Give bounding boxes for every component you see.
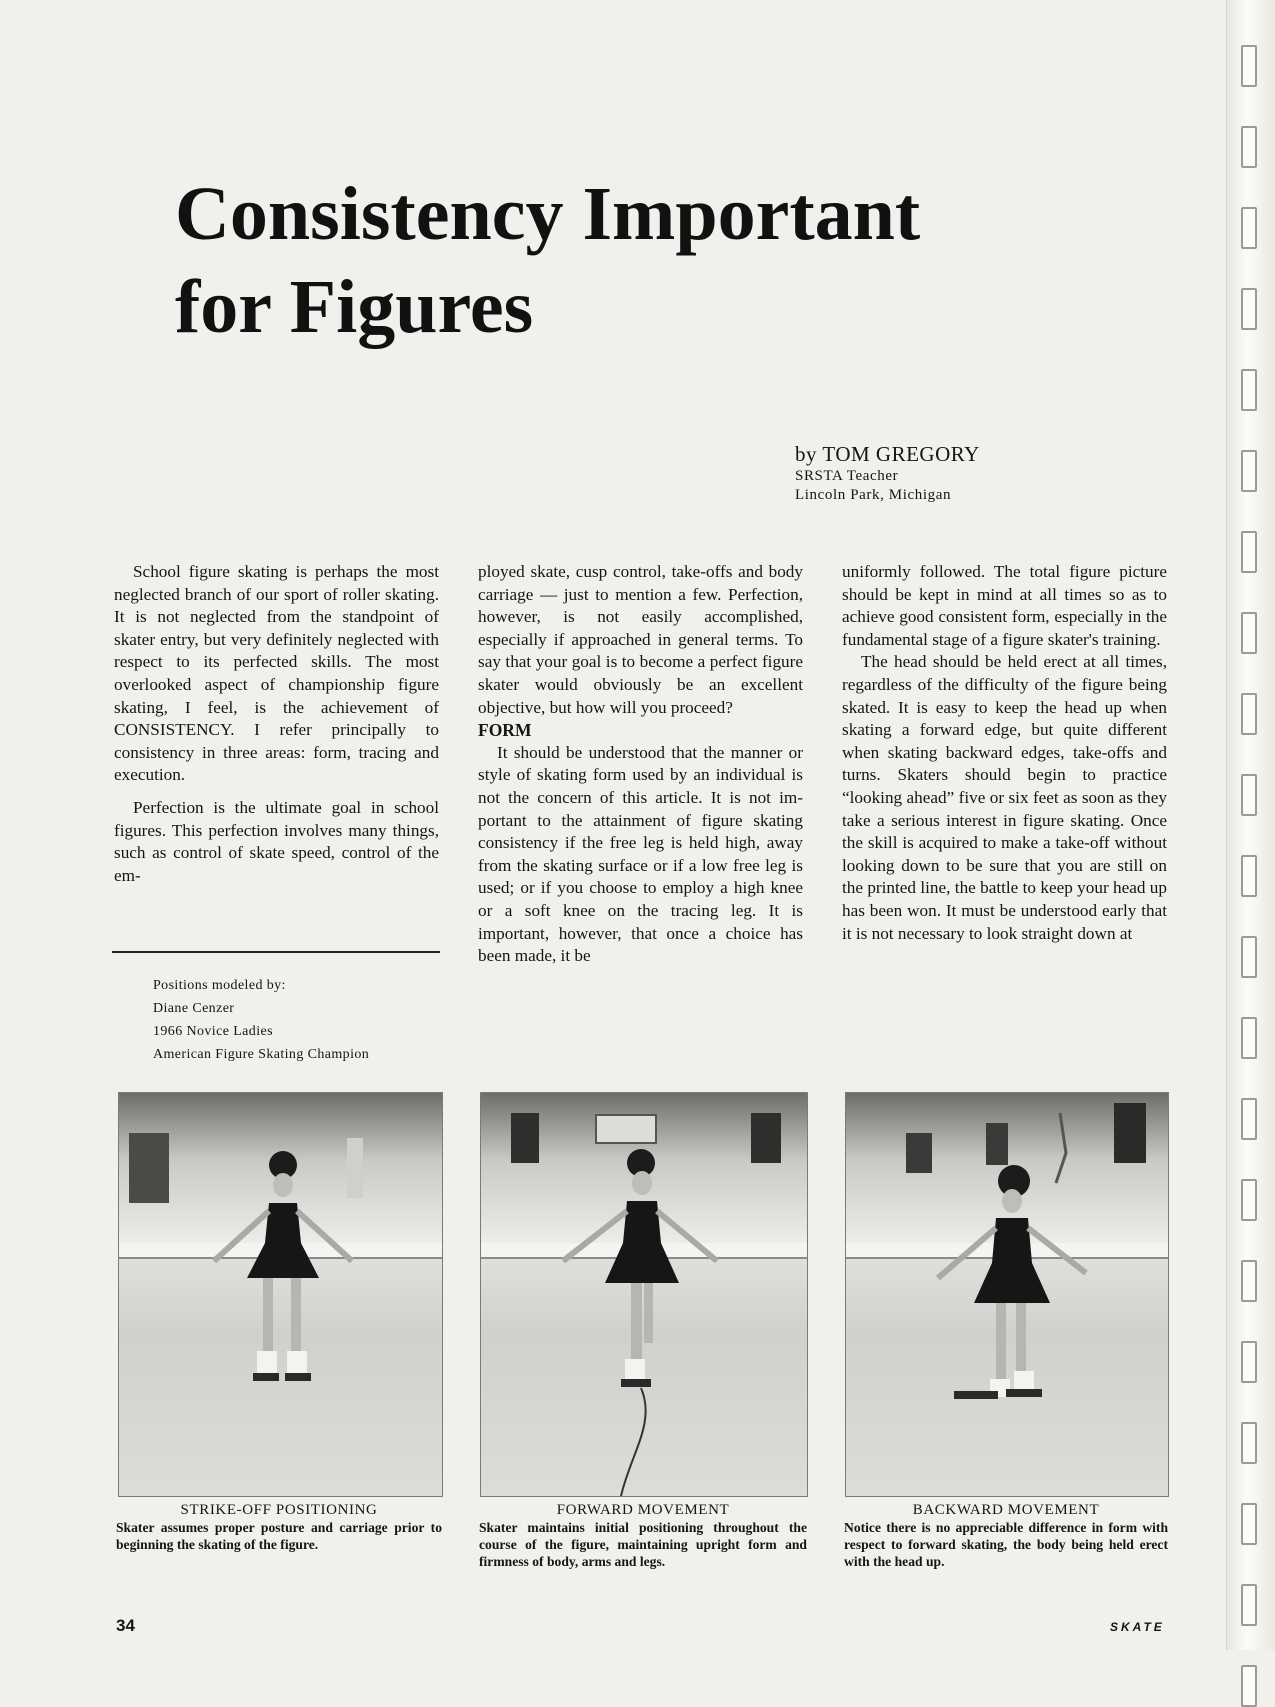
byline: [795, 441, 980, 505]
credits-line: Diane Cenzer: [153, 1001, 235, 1016]
author-name: by TOM GREGORY: [795, 442, 980, 466]
binding-ring: [1241, 1422, 1257, 1464]
binding-ring: [1241, 1665, 1257, 1707]
binding-ring: [1241, 855, 1257, 897]
section-heading: FORM: [478, 720, 532, 741]
paragraph: ployed skate, cusp control, take-offs and body carriage — just to mention a few. Perfection, however, is not easily accomplished, especially if approached in general terms. To say that your goal is to become a perfect figure skater would obviously be an excellent objective, but how will you proceed?: [478, 562, 803, 717]
author-role: SRSTA Teacher: [795, 468, 899, 484]
skater-figure: [119, 1093, 442, 1496]
binding-ring: [1241, 531, 1257, 573]
magazine-name: SKATE: [1110, 1620, 1165, 1634]
binding-ring: [1241, 450, 1257, 492]
binding-ring: [1241, 693, 1257, 735]
model-credits: [153, 974, 369, 1066]
paragraph: The head should be held erect at all times, regardless of the difficulty of the figure being skated. It is easy to keep the head up when skating a forward edge, but quite different when skating backward edges, take-offs and turns. Skaters should begin to practice “looking ahead” five or six feet as soon as they take a serious interest in figure skating. Once the skill is acquired to make a take-off without looking down to be sure that you are still on the printed line, the battle to keep your head up has been won. It must be understood early that it is not necessary to look straight down at: [842, 652, 1167, 943]
binding-ring: [1241, 1260, 1257, 1302]
binding-ring: [1241, 288, 1257, 330]
paragraph: Perfection is the ultimate goal in school figures. This perfection involves many things, such as control of skate speed, control of the em-: [114, 797, 439, 885]
title-line-2: for Figures: [175, 264, 534, 349]
photo-caption-3: [844, 1501, 1168, 1570]
article-title: [175, 168, 920, 353]
caption-text: Skater maintains initial positioning throughout the course of the figure, maintaining upright form and firmness of body, arms and legs.: [479, 1520, 807, 1569]
binding-ring: [1241, 207, 1257, 249]
binding-ring: [1241, 1341, 1257, 1383]
credits-line: Positions modeled by:: [153, 978, 286, 993]
page-number: 34: [116, 1616, 135, 1635]
binding-ring: [1241, 1503, 1257, 1545]
text-column-2: [478, 561, 803, 968]
title-line-1: Consistency Important: [175, 172, 921, 256]
binding-ring: [1241, 936, 1257, 978]
text-column-1: [114, 561, 439, 887]
spiral-binding: [1226, 0, 1275, 1650]
photo-forward-movement: [480, 1092, 808, 1497]
skater-figure: [481, 1093, 807, 1496]
text-column-3: [842, 561, 1167, 945]
caption-heading: BACKWARD MOVEMENT: [912, 1502, 1100, 1518]
paragraph: uniformly followed. The total figure picture should be kept in mind at all times so as to achieve good consistent form, especially in the fundamental stage of a figure skater's training.: [842, 562, 1167, 649]
author-location: Lincoln Park, Michigan: [795, 487, 952, 503]
credits-line: 1966 Novice Ladies: [153, 1024, 273, 1039]
divider-rule: [112, 951, 440, 953]
binding-ring: [1241, 1098, 1257, 1140]
paragraph: It should be understood that the manner or style of skating form used by an individual is not the concern of this article. It is not important to the attainment of figure skating consistency if the free leg is held high, away from the skating surface or if a low free leg is used; or if you choose to employ a high knee or a soft knee on the tracing leg. It is important, however, that once a choice has been made, it be: [478, 742, 803, 966]
photo-backward-movement: [845, 1092, 1169, 1497]
photo-strike-off: [118, 1092, 443, 1497]
photo-caption-1: [116, 1501, 442, 1553]
paragraph: School figure skating is perhaps the most neglected branch of our sport of roller skating. It is not neglected from the standpoint of skater entry, but very definitely neglected with respect to its perfected skills. The most overlooked aspect of championship figure skating, I feel, is the achievement of CONSISTENCY. I refer principally to consistency in three areas: form, tracing and execution.: [114, 562, 439, 785]
binding-ring: [1241, 1179, 1257, 1221]
binding-ring: [1241, 45, 1257, 87]
binding-ring: [1241, 774, 1257, 816]
caption-heading: FORWARD MOVEMENT: [556, 1502, 730, 1518]
photo-caption-2: [479, 1501, 807, 1570]
caption-heading: STRIKE-OFF POSITIONING: [180, 1502, 378, 1518]
caption-text: Skater assumes proper posture and carriage prior to beginning the skating of the figure.: [116, 1520, 442, 1552]
caption-text: Notice there is no appreciable difference in form with respect to forward skating, the body being held erect with the head up.: [844, 1520, 1168, 1569]
binding-ring: [1241, 1017, 1257, 1059]
skater-figure: [846, 1093, 1168, 1496]
binding-ring: [1241, 126, 1257, 168]
credits-line: American Figure Skating Champion: [153, 1047, 370, 1062]
binding-ring: [1241, 612, 1257, 654]
binding-ring: [1241, 1584, 1257, 1626]
binding-ring: [1241, 369, 1257, 411]
